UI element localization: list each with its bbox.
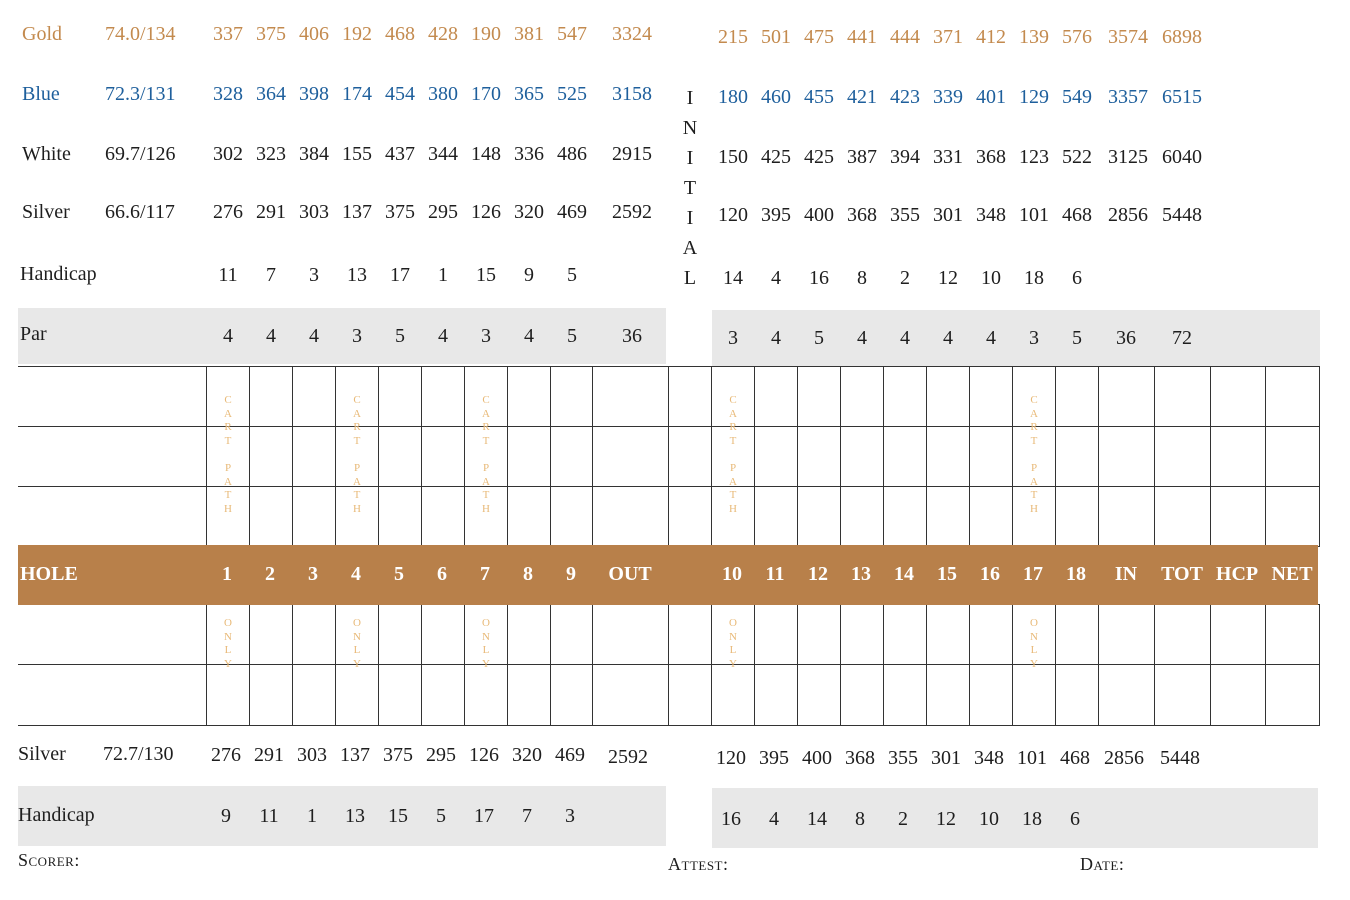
yardage-cell: 400 <box>804 204 834 226</box>
handicap-cell: 9 <box>524 264 534 286</box>
hole-number: 16 <box>980 563 1000 585</box>
handicap-cell: 3 <box>565 805 575 827</box>
grid-line <box>840 604 841 726</box>
grid-line <box>1154 366 1155 547</box>
yardage-cell: 137 <box>340 744 370 766</box>
par-cell: 5 <box>395 325 405 347</box>
tee-name: Blue <box>22 83 60 105</box>
hole-net: NET <box>1271 563 1313 585</box>
handicap-cell: 15 <box>476 264 496 286</box>
par-cell: 4 <box>223 325 233 347</box>
initial-letter: T <box>683 177 697 199</box>
yardage-cell: 331 <box>933 146 963 168</box>
grid-line <box>797 604 798 726</box>
handicap-band-back <box>712 788 1318 848</box>
initial-letter: A <box>682 237 698 259</box>
yardage-cell: 170 <box>471 83 501 105</box>
yardage-cell: 395 <box>761 204 791 226</box>
grid-line <box>592 366 593 547</box>
yardage-cell: 364 <box>256 83 286 105</box>
hole-number: 2 <box>265 563 275 585</box>
grid-line <box>18 486 1320 487</box>
yardage-cell: 441 <box>847 26 877 48</box>
yardage-cell: 215 <box>718 26 748 48</box>
handicap-cell: 8 <box>857 267 867 289</box>
grid-line <box>378 366 379 547</box>
grid-line <box>711 366 712 547</box>
handicap-cell: 12 <box>938 267 958 289</box>
yardage-cell: 460 <box>761 86 791 108</box>
hole-number: 12 <box>808 563 828 585</box>
yardage-cell: 120 <box>716 747 746 769</box>
total-yardage: 6515 <box>1162 86 1202 108</box>
par-total: 72 <box>1172 327 1192 349</box>
yardage-cell: 375 <box>383 744 413 766</box>
hole-number: 13 <box>851 563 871 585</box>
par-cell: 5 <box>814 327 824 349</box>
handicap-cell: 12 <box>936 808 956 830</box>
grid-line <box>592 604 593 726</box>
grid-line <box>421 366 422 547</box>
handicap-cell: 7 <box>522 805 532 827</box>
handicap-cell: 11 <box>218 264 238 286</box>
yardage-cell: 180 <box>718 86 748 108</box>
yardage-cell: 365 <box>514 83 544 105</box>
total-yardage: 6898 <box>1162 26 1202 48</box>
out-total: 2915 <box>612 143 652 165</box>
handicap-cell: 10 <box>979 808 999 830</box>
yardage-cell: 475 <box>804 26 834 48</box>
grid-line <box>840 366 841 547</box>
yardage-cell: 320 <box>512 744 542 766</box>
hole-hcp: HCP <box>1215 563 1259 585</box>
initial-letter: I <box>686 147 694 169</box>
yardage-cell: 375 <box>385 201 415 223</box>
handicap-cell: 13 <box>347 264 367 286</box>
grid-line <box>464 604 465 726</box>
par-out: 36 <box>622 325 642 347</box>
yardage-cell: 547 <box>557 23 587 45</box>
par-cell: 3 <box>1029 327 1039 349</box>
tee-name: Silver <box>22 201 70 223</box>
handicap-cell: 4 <box>771 267 781 289</box>
initial-letter: I <box>686 207 694 229</box>
hole-number: 6 <box>437 563 447 585</box>
yardage-cell: 522 <box>1062 146 1092 168</box>
initial-letter: N <box>682 117 698 139</box>
score-grid-bottom <box>18 604 1320 726</box>
grid-line <box>711 604 712 726</box>
hole-number: 9 <box>566 563 576 585</box>
grid-line <box>18 664 1320 665</box>
yardage-cell: 469 <box>557 201 587 223</box>
hole-number: 18 <box>1066 563 1086 585</box>
par-cell: 3 <box>728 327 738 349</box>
handicap-cell: 17 <box>390 264 410 286</box>
hole-number: 11 <box>765 563 785 585</box>
handicap-cell: 16 <box>721 808 741 830</box>
yardage-cell: 549 <box>1062 86 1092 108</box>
yardage-cell: 525 <box>557 83 587 105</box>
handicap-cell: 4 <box>769 808 779 830</box>
par-cell: 4 <box>857 327 867 349</box>
grid-line <box>926 366 927 547</box>
grid-line <box>1210 366 1211 547</box>
par-cell: 5 <box>567 325 577 347</box>
tee-rating: 66.6/117 <box>105 201 175 223</box>
yardage-cell: 368 <box>845 747 875 769</box>
grid-line <box>249 366 250 547</box>
yardage-cell: 129 <box>1019 86 1049 108</box>
total-yardage: 6040 <box>1162 146 1202 168</box>
yardage-cell: 348 <box>976 204 1006 226</box>
grid-line <box>1055 366 1056 547</box>
yardage-cell: 174 <box>342 83 372 105</box>
par-cell: 4 <box>266 325 276 347</box>
hole-tot: TOT <box>1161 563 1203 585</box>
yardage-cell: 368 <box>976 146 1006 168</box>
grid-line <box>1098 604 1099 726</box>
handicap-cell: 2 <box>900 267 910 289</box>
handicap-cell: 10 <box>981 267 1001 289</box>
grid-line <box>206 366 207 547</box>
grid-line <box>1210 604 1211 726</box>
out-total: 2592 <box>612 201 652 223</box>
grid-line <box>883 604 884 726</box>
tee-name: Gold <box>22 23 62 45</box>
par-cell: 4 <box>771 327 781 349</box>
yardage-cell: 101 <box>1019 204 1049 226</box>
hole-number: 15 <box>937 563 957 585</box>
yardage-cell: 139 <box>1019 26 1049 48</box>
handicap-cell: 5 <box>436 805 446 827</box>
handicap-cell: 16 <box>809 267 829 289</box>
yardage-cell: 412 <box>976 26 1006 48</box>
hole-label: HOLE <box>20 563 78 585</box>
grid-line <box>969 366 970 547</box>
par-in: 36 <box>1116 327 1136 349</box>
yardage-cell: 394 <box>890 146 920 168</box>
grid-line <box>1012 366 1013 547</box>
grid-line <box>292 366 293 547</box>
grid-line <box>335 604 336 726</box>
handicap-cell: 1 <box>438 264 448 286</box>
grid-line <box>797 366 798 547</box>
yardage-cell: 303 <box>297 744 327 766</box>
tee-rating: 72.3/131 <box>105 83 176 105</box>
handicap-label: Handicap <box>18 804 95 826</box>
out-total: 3324 <box>612 23 652 45</box>
grid-line <box>464 366 465 547</box>
yardage-cell: 295 <box>428 201 458 223</box>
par-cell: 4 <box>943 327 953 349</box>
handicap-cell: 18 <box>1022 808 1042 830</box>
yardage-cell: 328 <box>213 83 243 105</box>
handicap-cell: 1 <box>307 805 317 827</box>
cart-path-label: C A R T P A T H <box>1030 394 1038 515</box>
hole-number: 10 <box>722 563 742 585</box>
yardage-cell: 380 <box>428 83 458 105</box>
yardage-cell: 291 <box>256 201 286 223</box>
grid-line <box>668 366 669 547</box>
yardage-cell: 375 <box>256 23 286 45</box>
par-cell: 4 <box>309 325 319 347</box>
yardage-cell: 425 <box>761 146 791 168</box>
only-label: O N L Y <box>353 617 361 670</box>
grid-line <box>668 604 669 726</box>
par-cell: 3 <box>352 325 362 347</box>
grid-line <box>550 366 551 547</box>
hole-number: 5 <box>394 563 404 585</box>
grid-line <box>926 604 927 726</box>
handicap-cell: 14 <box>723 267 743 289</box>
date-label: Date: <box>1080 854 1125 874</box>
yardage-cell: 398 <box>299 83 329 105</box>
hole-number: 7 <box>480 563 490 585</box>
grid-line <box>1154 604 1155 726</box>
in-total: 3357 <box>1108 86 1148 108</box>
grid-line <box>18 426 1320 427</box>
handicap-cell: 15 <box>388 805 408 827</box>
grid-line <box>378 604 379 726</box>
initial-letter: L <box>683 267 697 289</box>
yardage-cell: 155 <box>342 143 372 165</box>
grid-line <box>969 604 970 726</box>
yardage-cell: 368 <box>847 204 877 226</box>
par-cell: 4 <box>524 325 534 347</box>
yardage-cell: 576 <box>1062 26 1092 48</box>
yardage-cell: 295 <box>426 744 456 766</box>
yardage-cell: 423 <box>890 86 920 108</box>
hole-number: 1 <box>222 563 232 585</box>
yardage-cell: 401 <box>976 86 1006 108</box>
in-total: 3125 <box>1108 146 1148 168</box>
yardage-cell: 302 <box>213 143 243 165</box>
tee-rating: 72.7/130 <box>103 743 174 765</box>
yardage-cell: 400 <box>802 747 832 769</box>
handicap-cell: 2 <box>898 808 908 830</box>
yardage-cell: 469 <box>555 744 585 766</box>
yardage-cell: 344 <box>428 143 458 165</box>
yardage-cell: 428 <box>428 23 458 45</box>
handicap-cell: 18 <box>1024 267 1044 289</box>
yardage-cell: 371 <box>933 26 963 48</box>
yardage-cell: 355 <box>890 204 920 226</box>
initial-letter: I <box>686 87 694 109</box>
yardage-cell: 355 <box>888 747 918 769</box>
yardage-cell: 336 <box>514 143 544 165</box>
yardage-cell: 148 <box>471 143 501 165</box>
yardage-cell: 444 <box>890 26 920 48</box>
grid-line <box>1012 604 1013 726</box>
yardage-cell: 381 <box>514 23 544 45</box>
grid-line <box>421 604 422 726</box>
yardage-cell: 421 <box>847 86 877 108</box>
handicap-cell: 8 <box>855 808 865 830</box>
handicap-cell: 3 <box>309 264 319 286</box>
hole-number: 14 <box>894 563 914 585</box>
yardage-cell: 348 <box>974 747 1004 769</box>
yardage-cell: 137 <box>342 201 372 223</box>
grid-line <box>754 604 755 726</box>
in-total: 2856 <box>1108 204 1148 226</box>
yardage-cell: 425 <box>804 146 834 168</box>
only-label: O N L Y <box>729 617 737 670</box>
hole-out: OUT <box>608 563 652 585</box>
hole-number: 3 <box>308 563 318 585</box>
scorer-label: Scorer: <box>18 850 80 870</box>
handicap-cell: 6 <box>1070 808 1080 830</box>
yardage-cell: 384 <box>299 143 329 165</box>
yardage-cell: 468 <box>1060 747 1090 769</box>
par-band-back <box>712 310 1320 366</box>
yardage-cell: 455 <box>804 86 834 108</box>
total-yardage: 5448 <box>1162 204 1202 226</box>
grid-line <box>1055 604 1056 726</box>
par-cell: 4 <box>438 325 448 347</box>
par-cell: 3 <box>481 325 491 347</box>
out-total: 2592 <box>608 746 648 768</box>
yardage-cell: 486 <box>557 143 587 165</box>
cart-path-label: C A R T P A T H <box>729 394 737 515</box>
yardage-cell: 454 <box>385 83 415 105</box>
grid-line <box>550 604 551 726</box>
grid-line <box>249 604 250 726</box>
grid-line <box>206 604 207 726</box>
yardage-cell: 337 <box>213 23 243 45</box>
hole-number: 8 <box>523 563 533 585</box>
cart-path-label: C A R T P A T H <box>482 394 490 515</box>
handicap-cell: 7 <box>266 264 276 286</box>
in-total: 2856 <box>1104 747 1144 769</box>
yardage-cell: 126 <box>471 201 501 223</box>
score-grid-top <box>18 366 1320 547</box>
yardage-cell: 468 <box>385 23 415 45</box>
yardage-cell: 501 <box>761 26 791 48</box>
handicap-cell: 17 <box>474 805 494 827</box>
hole-number: 17 <box>1023 563 1043 585</box>
yardage-cell: 437 <box>385 143 415 165</box>
only-label: O N L Y <box>224 617 232 670</box>
yardage-cell: 126 <box>469 744 499 766</box>
hole-in: IN <box>1114 563 1138 585</box>
grid-line <box>507 604 508 726</box>
handicap-cell: 13 <box>345 805 365 827</box>
attest-label: Attest: <box>668 854 729 874</box>
yardage-cell: 301 <box>931 747 961 769</box>
grid-line <box>1098 366 1099 547</box>
par-label: Par <box>20 323 47 345</box>
only-label: O N L Y <box>482 617 490 670</box>
yardage-cell: 123 <box>1019 146 1049 168</box>
yardage-cell: 301 <box>933 204 963 226</box>
grid-line <box>292 604 293 726</box>
tee-name: Silver <box>18 743 66 765</box>
tee-rating: 74.0/134 <box>105 23 176 45</box>
yardage-cell: 192 <box>342 23 372 45</box>
yardage-cell: 276 <box>211 744 241 766</box>
yardage-cell: 190 <box>471 23 501 45</box>
out-total: 3158 <box>612 83 652 105</box>
yardage-cell: 387 <box>847 146 877 168</box>
cart-path-label: C A R T P A T H <box>353 394 361 515</box>
cart-path-label: C A R T P A T H <box>224 394 232 515</box>
yardage-cell: 320 <box>514 201 544 223</box>
yardage-cell: 291 <box>254 744 284 766</box>
grid-line <box>335 366 336 547</box>
grid-line <box>754 366 755 547</box>
par-cell: 5 <box>1072 327 1082 349</box>
handicap-cell: 6 <box>1072 267 1082 289</box>
yardage-cell: 276 <box>213 201 243 223</box>
grid-line <box>1265 366 1266 547</box>
in-total: 3574 <box>1108 26 1148 48</box>
yardage-cell: 150 <box>718 146 748 168</box>
grid-line <box>507 366 508 547</box>
hole-number: 4 <box>351 563 361 585</box>
tee-name: White <box>22 143 71 165</box>
yardage-cell: 468 <box>1062 204 1092 226</box>
handicap-cell: 11 <box>259 805 279 827</box>
yardage-cell: 406 <box>299 23 329 45</box>
handicap-cell: 14 <box>807 808 827 830</box>
yardage-cell: 120 <box>718 204 748 226</box>
handicap-label: Handicap <box>20 263 97 285</box>
tee-rating: 69.7/126 <box>105 143 176 165</box>
yardage-cell: 339 <box>933 86 963 108</box>
grid-line <box>1265 604 1266 726</box>
handicap-cell: 5 <box>567 264 577 286</box>
yardage-cell: 395 <box>759 747 789 769</box>
par-cell: 4 <box>986 327 996 349</box>
handicap-cell: 9 <box>221 805 231 827</box>
yardage-cell: 101 <box>1017 747 1047 769</box>
yardage-cell: 323 <box>256 143 286 165</box>
grid-line <box>883 366 884 547</box>
yardage-cell: 303 <box>299 201 329 223</box>
only-label: O N L Y <box>1030 617 1038 670</box>
total-yardage: 5448 <box>1160 747 1200 769</box>
par-cell: 4 <box>900 327 910 349</box>
